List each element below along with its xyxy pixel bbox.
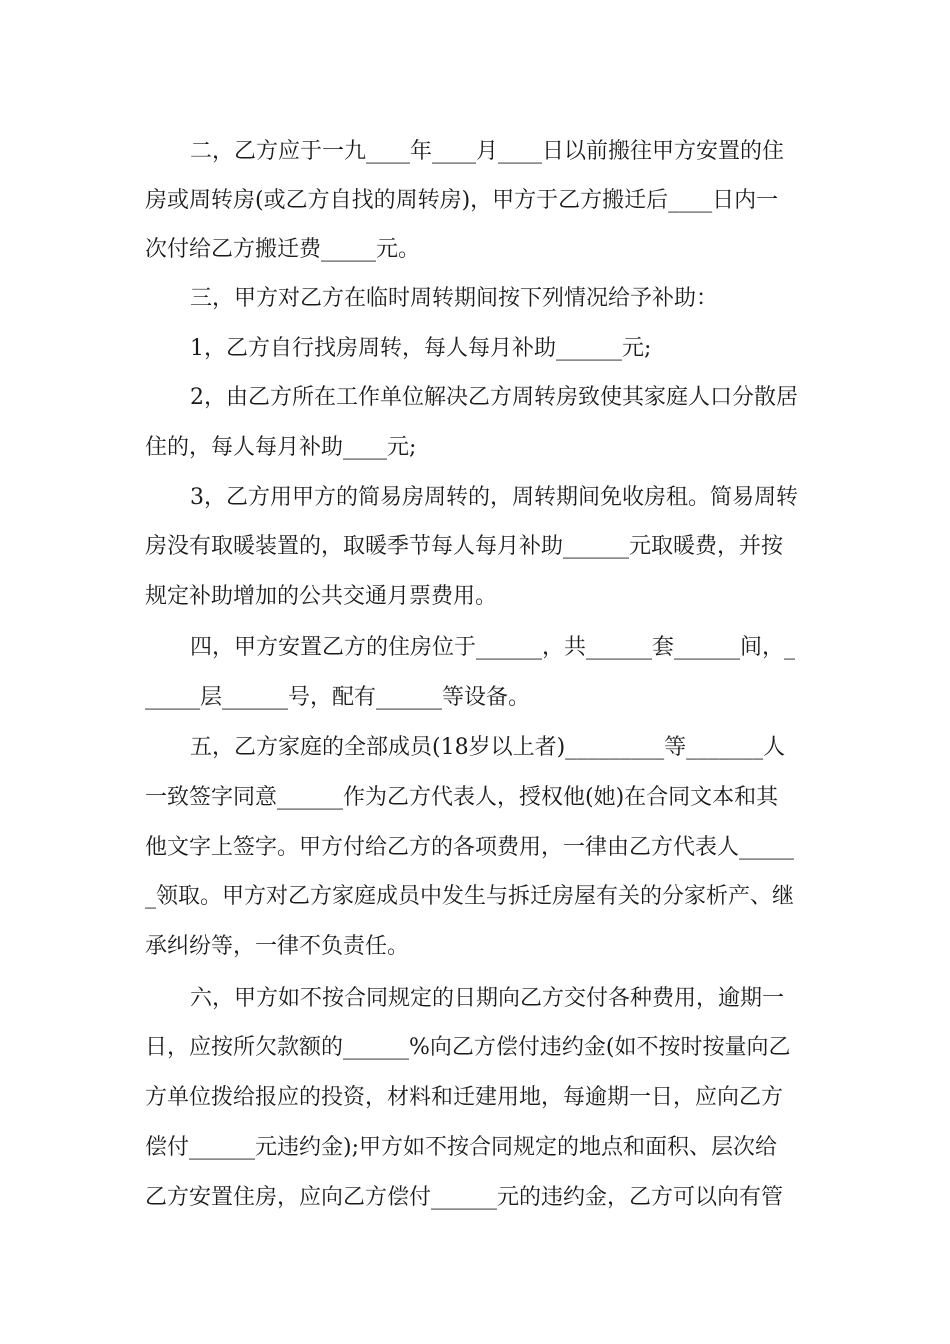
paragraph-4-line-2: _____层______号，配有______等设备。: [145, 685, 531, 710]
item-2-line-1: 2，由乙方所在工作单位解决乙方周转房致使其家庭人口分散居: [190, 385, 798, 410]
paragraph-5-line-4: _领取。甲方对乙方家庭成员中发生与拆迁房屋有关的分家析产、继: [145, 884, 795, 909]
paragraph-2-line-2: 房或周转房(或乙方自找的周转房)，甲方于乙方搬迁后____日内一: [145, 188, 779, 213]
paragraph-5-line-1: 五，乙方家庭的全部成员(18岁以上者)_________等_______人: [190, 735, 786, 760]
item-3-line-2: 房没有取暖装置的，取暖季节每人每月补助______元取暖费，并按: [145, 534, 784, 559]
item-2-line-2: 住的，每人每月补助____元;: [145, 435, 417, 460]
paragraph-6-line-4: 偿付______元违约金);甲方如不按合同规定的地点和面积、层次给: [145, 1135, 777, 1160]
item-1-line-1: 1，乙方自行找房周转，每人每月补助______元;: [190, 336, 652, 361]
paragraph-5-line-3: 他文字上签字。甲方付给乙方的各项费用，一律由乙方代表人_____: [145, 835, 795, 860]
paragraph-4-line-1: 四，甲方安置乙方的住房位于______，共______套______间，_: [190, 635, 796, 660]
paragraph-3-line-1: 三，甲方对乙方在临时周转期间按下列情况给予补助：: [190, 286, 719, 311]
paragraph-6-line-2: 日，应按所欠款额的______%向乙方偿付违约金(如不按时按量向乙: [145, 1035, 791, 1060]
paragraph-2-line-1: 二，乙方应于一九____年____月____日以前搬往甲方安置的住: [190, 139, 785, 164]
paragraph-6-line-3: 方单位拨给报应的投资，材料和迁建用地，每逾期一日，应向乙方: [145, 1085, 784, 1110]
paragraph-5-line-2: 一致签字同意______作为乙方代表人，授权他(她)在合同文本和其: [145, 785, 779, 810]
item-3-line-1: 3，乙方用甲方的简易房周转的，周转期间免收房租。简易周转: [190, 485, 798, 510]
paragraph-2-line-3: 次付给乙方搬迁费_____元。: [145, 237, 421, 262]
item-3-line-3: 规定补助增加的公共交通月票费用。: [145, 584, 498, 609]
paragraph-5-line-5: 承纠纷等，一律不负责任。: [145, 934, 410, 959]
paragraph-6-line-1: 六，甲方如不按合同规定的日期向乙方交付各种费用，逾期一: [190, 986, 785, 1011]
paragraph-6-line-5: 乙方安置住房，应向乙方偿付______元的违约金，乙方可以向有管: [145, 1185, 784, 1210]
